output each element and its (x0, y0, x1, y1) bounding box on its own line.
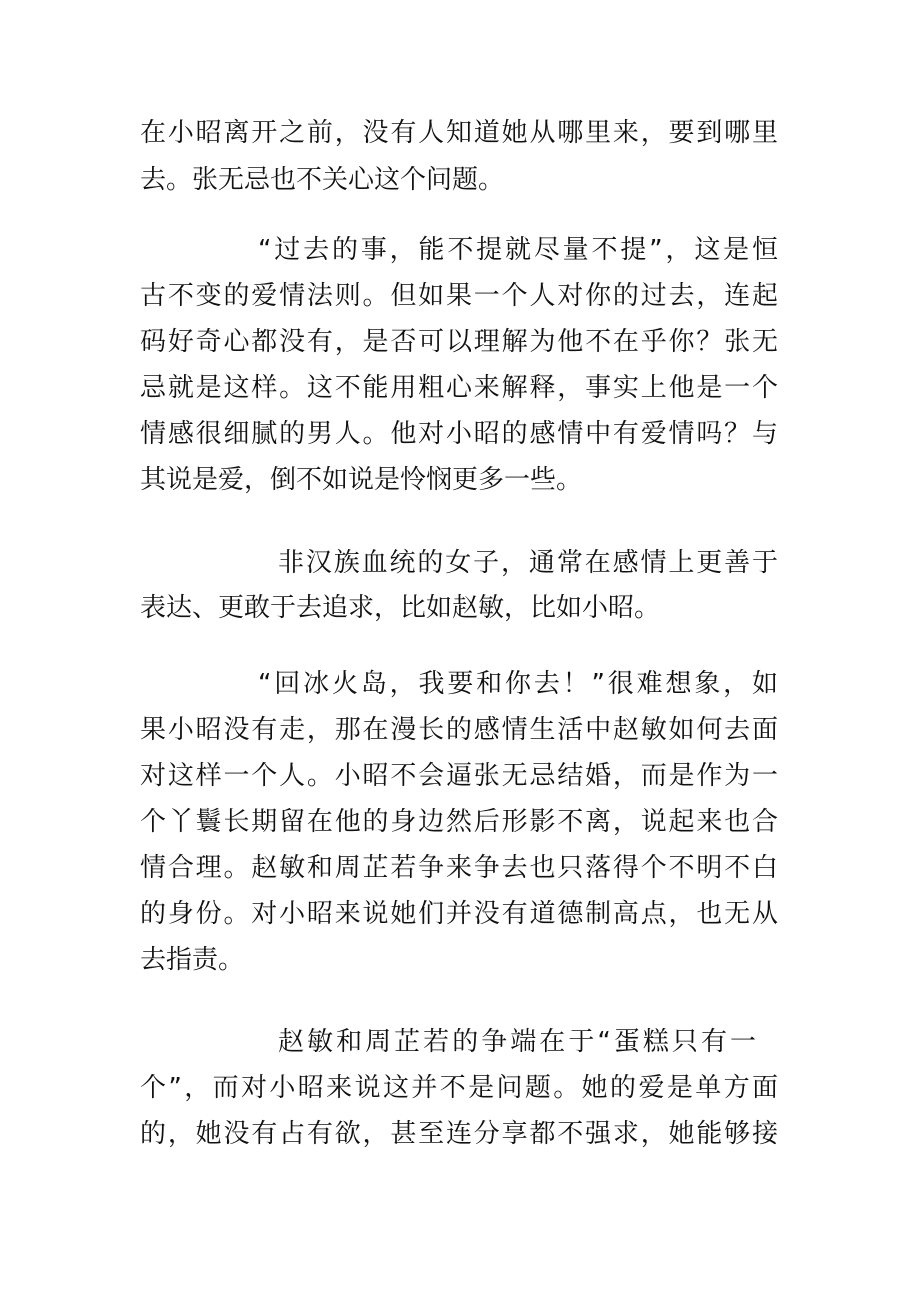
text-line: 在小昭离开之前，没有人知道她从哪里来，要到哪里 (140, 118, 778, 148)
text-line: 的，她没有占有欲，甚至连分享都不强求，她能够接 (140, 1119, 778, 1149)
text-line: “回冰火岛，我要和你去！”很难想象，如 (258, 669, 778, 699)
text-line: 古不变的爱情法则。但如果一个人对你的过去，连起 (140, 281, 778, 311)
text-line: 去。张无忌也不关心这个问题。 (140, 165, 505, 195)
text-line: 个”，而对小昭来说这并不是问题。她的爱是单方面 (140, 1073, 778, 1103)
text-line: 去指责。 (140, 945, 245, 975)
text-line: 个丫鬟长期留在他的身边然后形影不离，说起来也合 (140, 807, 778, 837)
text-line: 忌就是这样。这不能用粗心来解释，事实上他是一个 (140, 373, 778, 403)
text-line: 情感很细腻的男人。他对小昭的感情中有爱情吗？与 (140, 419, 778, 449)
text-line: 果小昭没有走，那在漫长的感情生活中赵敏如何去面 (140, 715, 778, 745)
text-line: 对这样一个人。小昭不会逼张无忌结婚，而是作为一 (140, 761, 778, 791)
text-line: “过去的事，能不提就尽量不提”，这是恒 (258, 235, 778, 265)
text-line: 赵敏和周芷若的争端在于“蛋糕只有一 (278, 1027, 756, 1057)
text-line: 表达、更敢于去追求，比如赵敏，比如小昭。 (140, 593, 661, 623)
text-line: 非汉族血统的女子，通常在感情上更善于 (278, 548, 778, 578)
text-line: 其说是爱，倒不如说是怜悯更多一些。 (140, 465, 583, 495)
text-line: 码好奇心都没有，是否可以理解为他不在乎你？张无 (140, 327, 778, 357)
text-line: 情合理。赵敏和周芷若争来争去也只落得个不明不白 (140, 853, 778, 883)
text-line: 的身份。对小昭来说她们并没有道德制高点，也无从 (140, 899, 778, 929)
